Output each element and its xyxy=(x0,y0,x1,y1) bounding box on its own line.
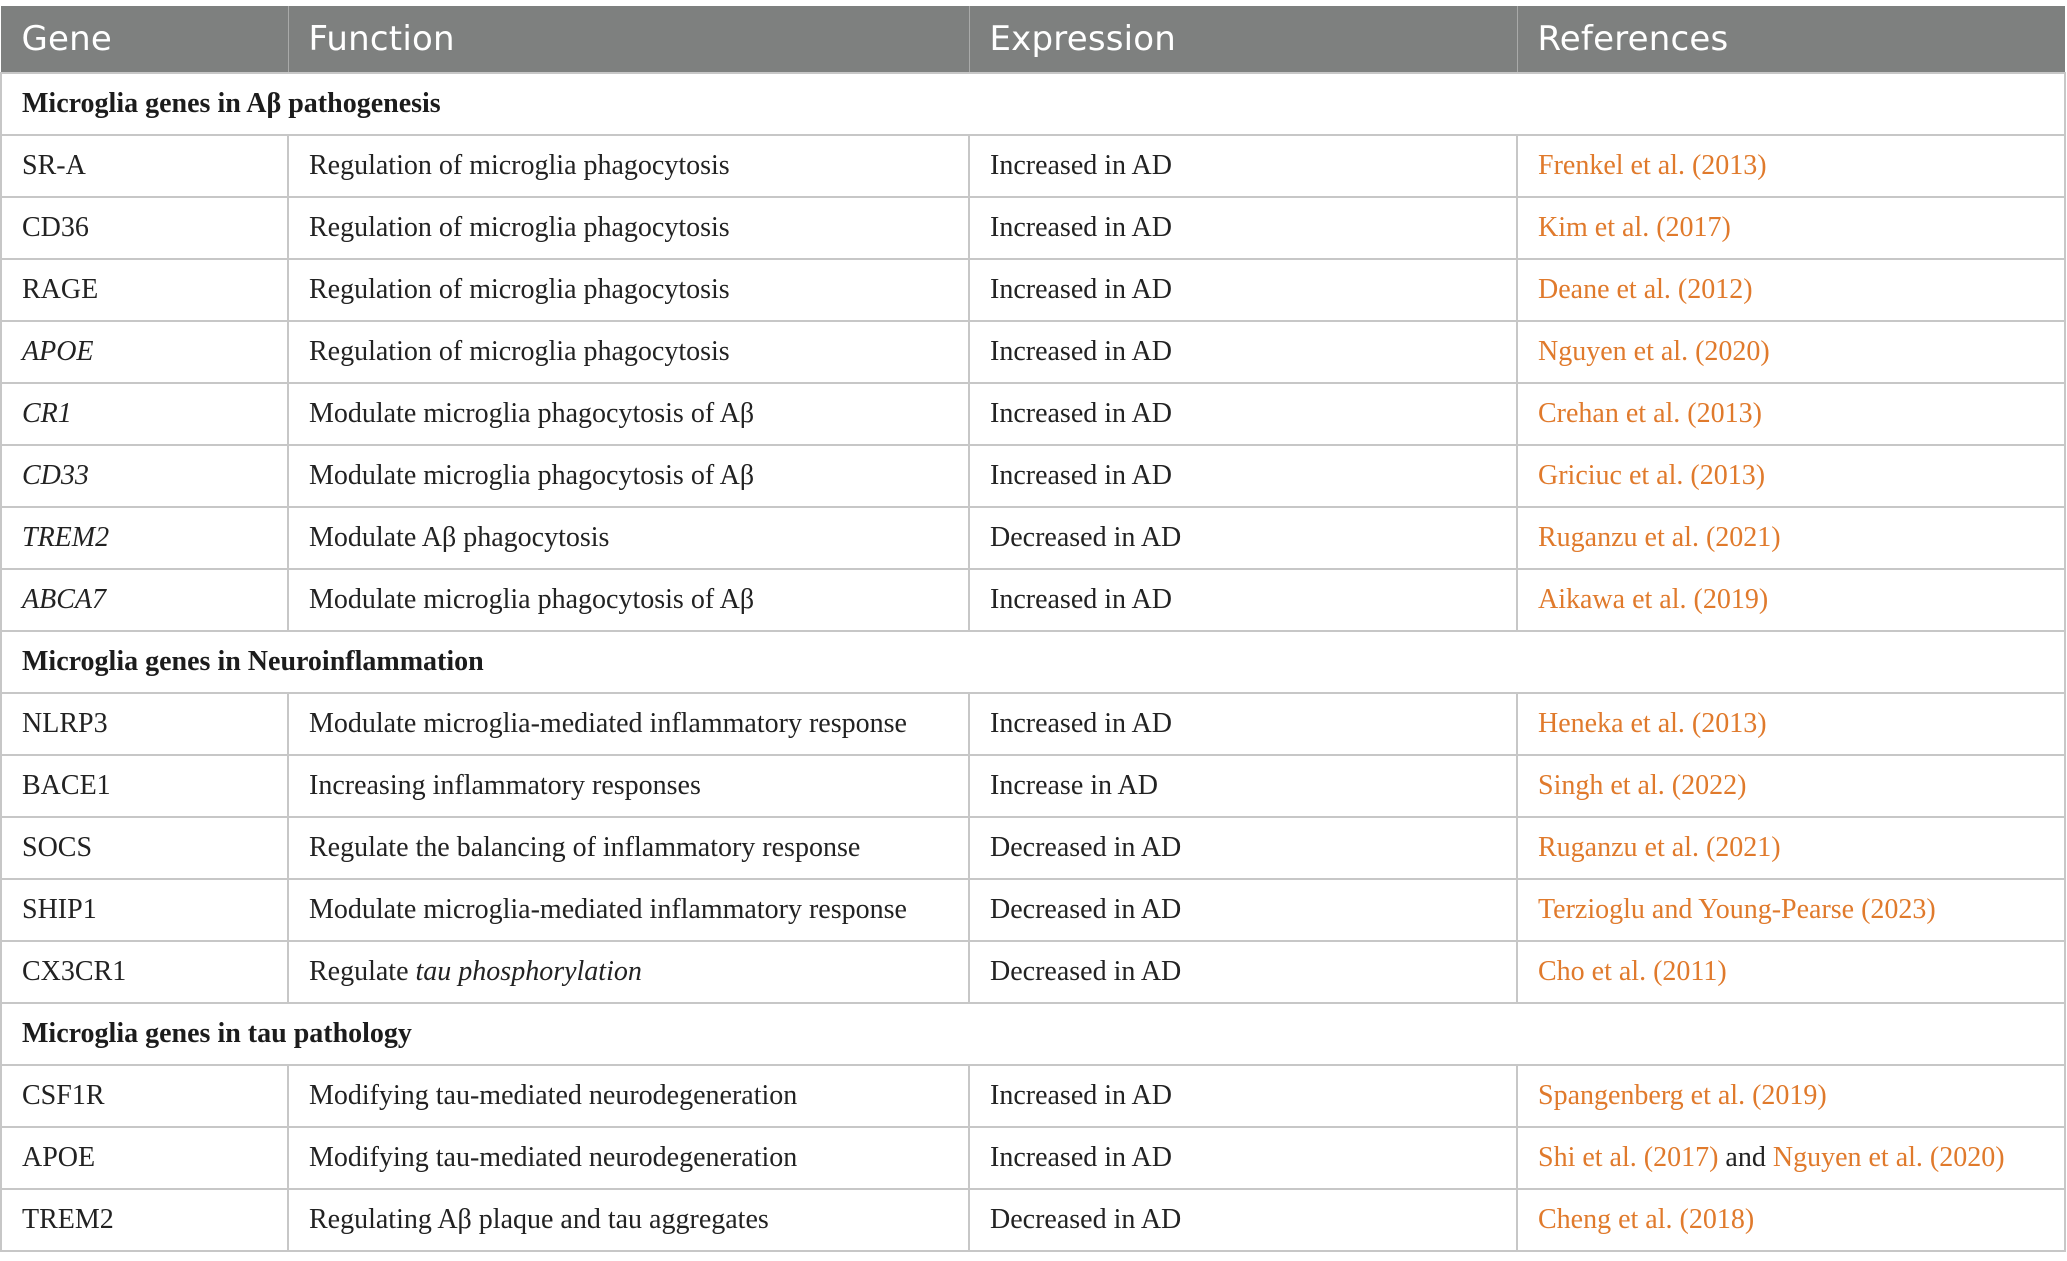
reference-cell xyxy=(1517,879,2065,941)
function-cell: Regulation of microglia phagocytosis xyxy=(288,197,969,259)
function-cell: Regulate the balancing of inflammatory response xyxy=(288,817,969,879)
table-row xyxy=(1,817,2065,879)
gene-table-container xyxy=(0,6,2064,1252)
expression-cell: Increased in AD xyxy=(969,383,1517,445)
table-row xyxy=(1,755,2065,817)
reference-link[interactable]: Shi et al. (2017) xyxy=(1538,1142,1719,1173)
reference-link[interactable]: Kim et al. (2017) xyxy=(1538,212,1731,243)
reference-cell xyxy=(1517,445,2065,507)
reference-cell xyxy=(1517,693,2065,755)
table-row xyxy=(1,1189,2065,1251)
expression-cell: Increased in AD xyxy=(969,197,1517,259)
table-row xyxy=(1,507,2065,569)
header-gene: Gene xyxy=(1,6,288,73)
section-row xyxy=(1,631,2065,693)
function-cell: Regulation of microglia phagocytosis xyxy=(288,259,969,321)
gene-cell: SOCS xyxy=(1,817,288,879)
gene-cell: BACE1 xyxy=(1,755,288,817)
expression-cell: Decreased in AD xyxy=(969,817,1517,879)
expression-cell: Decreased in AD xyxy=(969,507,1517,569)
reference-cell xyxy=(1517,1127,2065,1189)
function-cell: Increasing inflammatory responses xyxy=(288,755,969,817)
section-title: Microglia genes in Aβ pathogenesis xyxy=(1,73,2065,135)
expression-cell: Decreased in AD xyxy=(969,941,1517,1003)
section-row xyxy=(1,73,2065,135)
reference-link[interactable]: Terzioglu and Young-Pearse (2023) xyxy=(1538,894,1936,925)
function-cell: Modulate microglia phagocytosis of Aβ xyxy=(288,383,969,445)
expression-cell: Increased in AD xyxy=(969,259,1517,321)
gene-cell: SHIP1 xyxy=(1,879,288,941)
header-expression: Expression xyxy=(969,6,1517,73)
expression-cell: Decreased in AD xyxy=(969,879,1517,941)
reference-link[interactable]: Cheng et al. (2018) xyxy=(1538,1204,1755,1235)
section-title: Microglia genes in tau pathology xyxy=(1,1003,2065,1065)
gene-cell: CX3CR1 xyxy=(1,941,288,1003)
reference-cell xyxy=(1517,321,2065,383)
function-italic: tau phosphorylation xyxy=(415,956,642,987)
table-row xyxy=(1,135,2065,197)
expression-cell: Increased in AD xyxy=(969,1127,1517,1189)
function-cell: Regulating Aβ plaque and tau aggregates xyxy=(288,1189,969,1251)
table-header xyxy=(1,6,2065,73)
function-cell: Regulation of microglia phagocytosis xyxy=(288,321,969,383)
table-row xyxy=(1,879,2065,941)
reference-link[interactable]: Nguyen et al. (2020) xyxy=(1772,1142,2005,1173)
function-cell: Modulate microglia phagocytosis of Aβ xyxy=(288,569,969,631)
gene-cell: CSF1R xyxy=(1,1065,288,1127)
table-row xyxy=(1,321,2065,383)
section-row xyxy=(1,1003,2065,1065)
reference-link[interactable]: Aikawa et al. (2019) xyxy=(1538,584,1769,615)
reference-link[interactable]: Frenkel et al. (2013) xyxy=(1538,150,1767,181)
reference-cell xyxy=(1517,135,2065,197)
reference-link[interactable]: Ruganzu et al. (2021) xyxy=(1538,522,1781,553)
reference-link[interactable]: Spangenberg et al. (2019) xyxy=(1538,1080,1827,1111)
reference-cell xyxy=(1517,383,2065,445)
header-function: Function xyxy=(288,6,969,73)
reference-cell xyxy=(1517,941,2065,1003)
expression-cell: Increased in AD xyxy=(969,569,1517,631)
reference-cell xyxy=(1517,1189,2065,1251)
reference-link[interactable]: Heneka et al. (2013) xyxy=(1538,708,1767,739)
section-title: Microglia genes in Neuroinflammation xyxy=(1,631,2065,693)
gene-cell: APOE xyxy=(1,321,288,383)
reference-cell xyxy=(1517,569,2065,631)
gene-cell: NLRP3 xyxy=(1,693,288,755)
expression-cell: Increased in AD xyxy=(969,445,1517,507)
header-references: References xyxy=(1517,6,2065,73)
gene-cell: CD36 xyxy=(1,197,288,259)
reference-join: and xyxy=(1718,1142,1773,1173)
expression-cell: Increase in AD xyxy=(969,755,1517,817)
gene-cell: RAGE xyxy=(1,259,288,321)
table-row xyxy=(1,259,2065,321)
table-row xyxy=(1,445,2065,507)
expression-cell: Increased in AD xyxy=(969,321,1517,383)
function-cell: Modulate Aβ phagocytosis xyxy=(288,507,969,569)
gene-cell: CD33 xyxy=(1,445,288,507)
function-cell: Regulation of microglia phagocytosis xyxy=(288,135,969,197)
reference-cell xyxy=(1517,507,2065,569)
gene-cell: TREM2 xyxy=(1,1189,288,1251)
reference-link[interactable]: Ruganzu et al. (2021) xyxy=(1538,832,1781,863)
function-cell: Modulate microglia-mediated inflammatory response xyxy=(288,693,969,755)
table-body xyxy=(1,73,2065,1251)
reference-cell xyxy=(1517,259,2065,321)
gene-cell: CR1 xyxy=(1,383,288,445)
reference-link[interactable]: Crehan et al. (2013) xyxy=(1538,398,1762,429)
table-row xyxy=(1,693,2065,755)
reference-link[interactable]: Cho et al. (2011) xyxy=(1538,956,1727,987)
reference-cell xyxy=(1517,755,2065,817)
table-row xyxy=(1,1065,2065,1127)
expression-cell: Increased in AD xyxy=(969,135,1517,197)
table-row xyxy=(1,383,2065,445)
reference-link[interactable]: Deane et al. (2012) xyxy=(1538,274,1753,305)
gene-cell: TREM2 xyxy=(1,507,288,569)
gene-cell: ABCA7 xyxy=(1,569,288,631)
reference-link[interactable]: Griciuc et al. (2013) xyxy=(1538,460,1766,491)
reference-link[interactable]: Nguyen et al. (2020) xyxy=(1538,336,1770,367)
function-cell: Modifying tau-mediated neurodegeneration xyxy=(288,1065,969,1127)
expression-cell: Increased in AD xyxy=(969,693,1517,755)
reference-link[interactable]: Singh et al. (2022) xyxy=(1538,770,1747,801)
table-row xyxy=(1,569,2065,631)
function-cell: Modifying tau-mediated neurodegeneration xyxy=(288,1127,969,1189)
gene-cell: SR-A xyxy=(1,135,288,197)
reference-cell xyxy=(1517,817,2065,879)
function-cell xyxy=(288,941,969,1003)
function-cell: Modulate microglia phagocytosis of Aβ xyxy=(288,445,969,507)
function-prefix: Regulate xyxy=(309,956,416,987)
microglia-gene-table xyxy=(0,6,2066,1252)
gene-cell: APOE xyxy=(1,1127,288,1189)
reference-cell xyxy=(1517,1065,2065,1127)
reference-cell xyxy=(1517,197,2065,259)
header-row xyxy=(1,6,2065,73)
function-cell: Modulate microglia-mediated inflammatory response xyxy=(288,879,969,941)
table-row xyxy=(1,197,2065,259)
table-row xyxy=(1,1127,2065,1189)
table-row xyxy=(1,941,2065,1003)
expression-cell: Decreased in AD xyxy=(969,1189,1517,1251)
expression-cell: Increased in AD xyxy=(969,1065,1517,1127)
